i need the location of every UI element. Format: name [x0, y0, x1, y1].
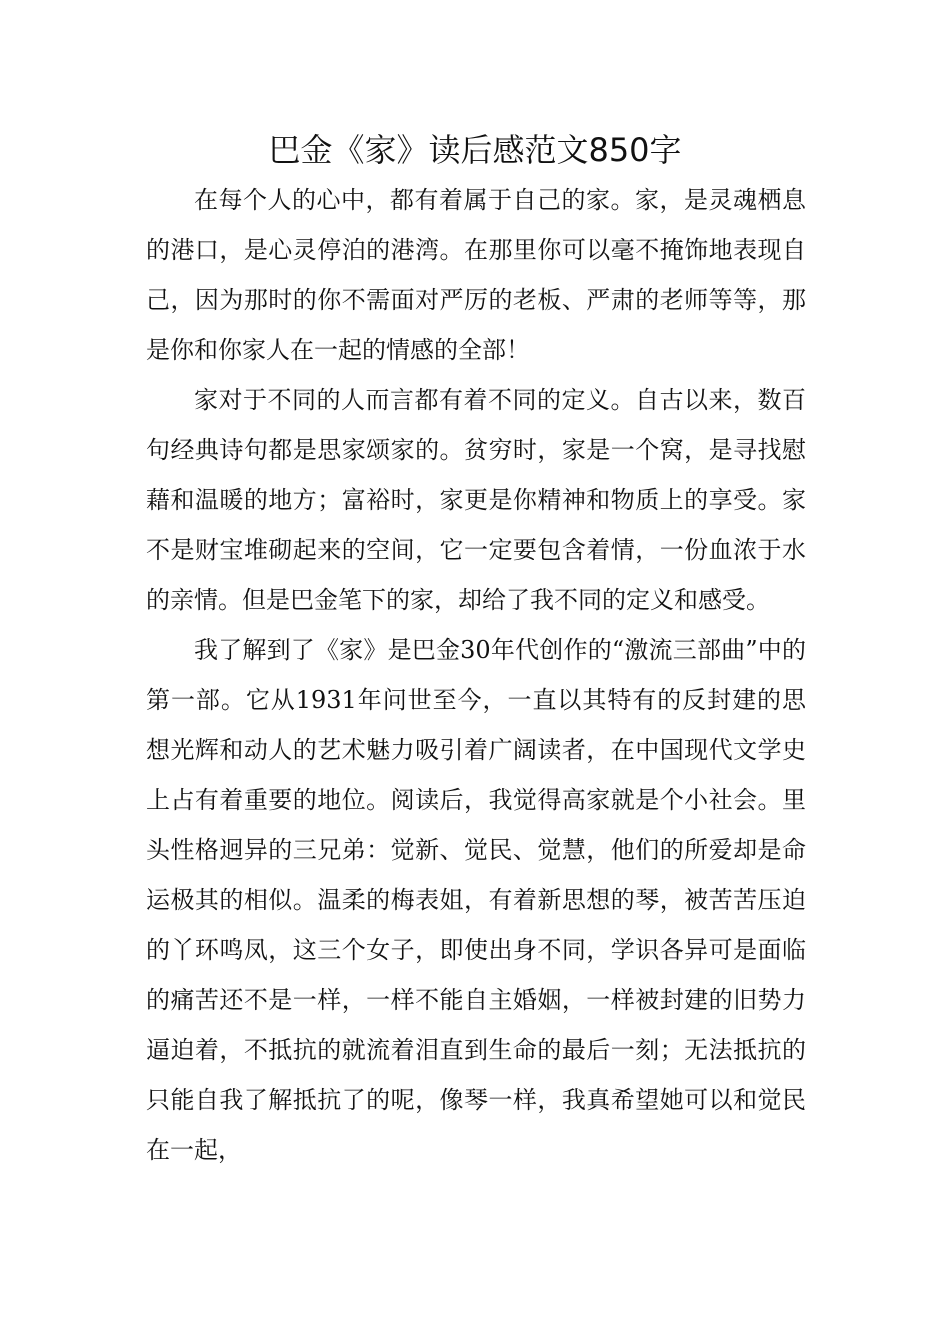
- paragraph-3: 我了解到了《家》是巴金30年代创作的“激流三部曲”中的第一部。它从1931年问世至今，一直以其特有的反封建的思想光辉和动人的艺术魅力吸引着广阔读者，在中国现代文学史上占有着重要的地位。阅读后，我觉得高家就是个小社会。里头性格迥异的三兄弟：觉新、觉民、觉慧，他们的所爱却是命运极其的相似。温柔的梅表姐，有着新思想的琴，被苦苦压迫的丫环鸣凤，这三个女子，即使出身不同，学识各异可是面临的痛苦还不是一样，一样不能自主婚姻，一样被封建的旧势力逼迫着，不抵抗的就流着泪直到生命的最后一刻；无法抵抗的只能自我了解抵抗了的呢，像琴一样，我真希望她可以和觉民在一起，: [146, 636, 806, 1164]
- paragraph-1: 在每个人的心中，都有着属于自己的家。家，是灵魂栖息的港口，是心灵停泊的港湾。在那里你可以毫不掩饰地表现自己，因为那时的你不需面对严厉的老板、严肃的老师等等，那是你和你家人在一起的情感的全部！: [146, 186, 806, 364]
- paragraph-2: 家对于不同的人而言都有着不同的定义。自古以来，数百句经典诗句都是思家颂家的。贫穷时，家是一个窝，是寻找慰藉和温暖的地方；富裕时，家更是你精神和物质上的享受。家不是财宝堆砌起来的空间，它一定要包含着情，一份血浓于水的亲情。但是巴金笔下的家，却给了我不同的定义和感受。: [146, 386, 806, 614]
- document-title: 巴金《家》读后感范文850字: [268, 131, 682, 169]
- document-body: [146, 175, 806, 1175]
